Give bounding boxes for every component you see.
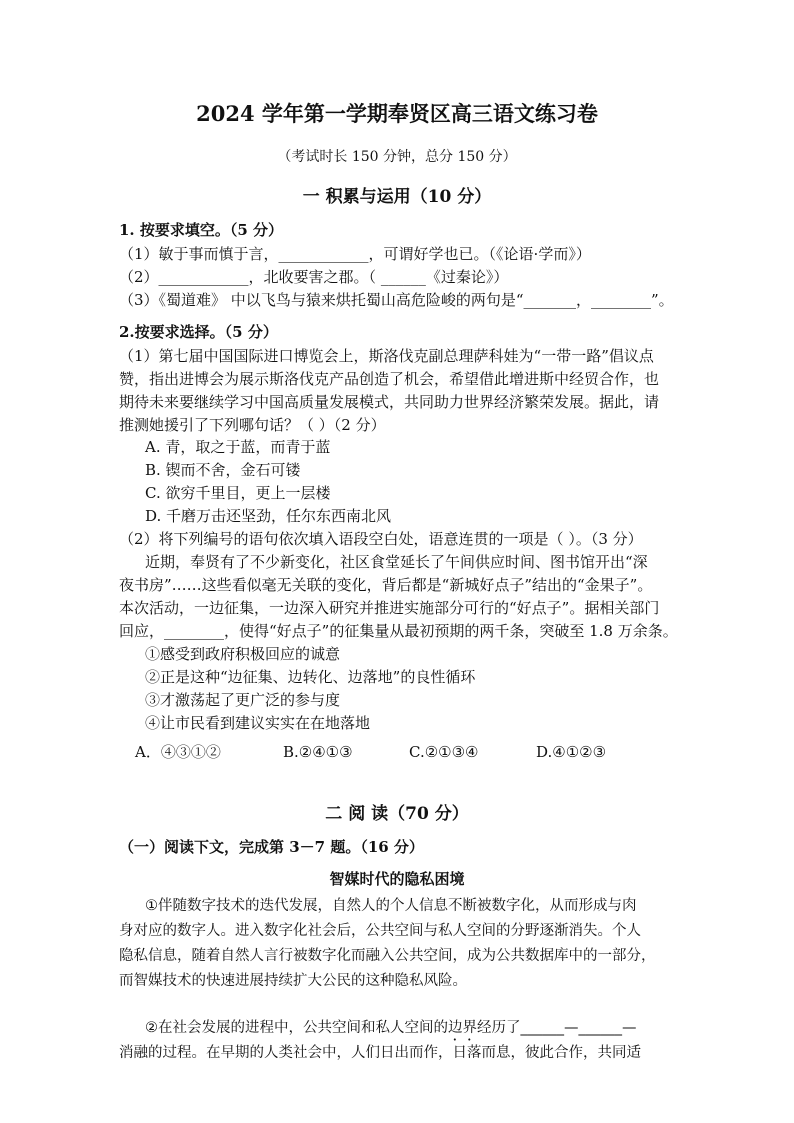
exam-info: （考试时长 150 分钟，总分 150 分） (277, 149, 517, 165)
article-text: 经历了______—______— (477, 1020, 637, 1036)
article-title: 智媒时代的隐私困境 (329, 870, 465, 888)
article-line: 消融的过程。在早期的人类社会中，人们日出而作，日落而息，彼此合作，共同适 (119, 1045, 641, 1061)
question-2-heading: 2.按要求选择。（5 分） (119, 323, 278, 341)
choice-b: B.②④①③ (283, 743, 353, 761)
question-1-line: （1）敏于事而慎于言，____________，可谓好学也已。（《论语·学而》） (119, 245, 591, 263)
article-paragraph-2 (145, 1017, 637, 1044)
choice-c: C.②①③④ (409, 743, 479, 761)
question-1-line: （2）____________，北收要害之郡。（ ______《过秦论》） (119, 268, 509, 286)
article-line: 而智媒技术的快速进展持续扩大公民的这种隐私风险。 (119, 973, 467, 989)
reading-1-heading: （一）阅读下文，完成第 3－7 题。（16 分） (119, 838, 424, 856)
question-2-text: 推测她援引了下列哪句话？（ ）（2 分） (119, 416, 386, 434)
passage-line: 近期，奉贤有了不少新变化，社区食堂延长了午间供应时间、图书馆开出“深 (145, 553, 648, 571)
question-2-text: （1）第七届中国国际进口博览会上，斯洛伐克副总理萨科娃为“一带一路”倡议点 (119, 347, 654, 365)
question-2-part2: （2）将下列编号的语句依次填入语段空白处，语意连贯的一项是（ ）。（3 分） (119, 530, 643, 548)
statement-1: ①感受到政府积极回应的诚意 (145, 645, 341, 663)
choice-a: A．④③①② (135, 743, 221, 761)
statement-2: ②正是这种“边征集、边转化、边落地”的良性循环 (145, 668, 476, 686)
article-line: 身对应的数字人。进入数字化社会后，公共空间与私人空间的分野逐渐消失。个人 (119, 923, 641, 939)
statement-3: ③才激荡起了更广泛的参与度 (145, 691, 341, 709)
passage-line: 回应，________，使得“好点子”的征集量从最初预期的两千条，突破至 1.8 万余条。 (119, 622, 678, 640)
article-line: 隐私信息，随着自然人言行被数字化而融入公共空间，成为公共数据库中的一部分， (119, 948, 656, 964)
section-2-heading: 二 阅 读（70 分） (325, 804, 469, 824)
option-d: D. 千磨万击还坚劲，任尔东西南北风 (145, 507, 392, 525)
page-title: 2024 学年第一学期奉贤区高三语文练习卷 (196, 101, 598, 126)
statement-4: ④让市民看到建议实实在在地落地 (145, 714, 371, 732)
option-a: A. 青，取之于蓝，而青于蓝 (145, 438, 331, 456)
section-1-heading: 一 积累与运用（10 分） (302, 187, 492, 207)
article-line: ①伴随数字技术的迭代发展，自然人的个人信息不断被数字化，从而形成与肉 (145, 898, 637, 914)
choice-d: D.④①②③ (536, 743, 607, 761)
article-text: ②在社会发展的进程中，公共空间和私人空间的 (145, 1020, 448, 1036)
option-c: C. 欲穷千里目，更上一层楼 (145, 484, 331, 502)
option-b: B. 锲而不舍，金石可镂 (145, 461, 301, 479)
passage-line: 夜书房”……这些看似毫无关联的变化，背后都是“新城好点子”结出的“金果子”。 (119, 576, 653, 594)
question-2-text: 赞，指出进博会为展示斯洛伐克产品创造了机会，希望借此增进斯中经贸合作，也 (119, 370, 660, 388)
question-2-text: 期待未来要继续学习中国高质量发展模式，共同助力世界经济繁荣发展。据此，请 (119, 393, 660, 411)
emphasized-word: 边界 (448, 1020, 477, 1036)
question-1-line: （3）《蜀道难》 中以飞鸟与猿来烘托蜀山高危险峻的两句是“_______，________”。 (119, 291, 674, 309)
question-1-heading: 1. 按要求填空。（5 分） (119, 221, 284, 239)
passage-line: 本次活动，一边征集，一边深入研究并推进实施部分可行的“好点子”。据相关部门 (119, 599, 660, 617)
